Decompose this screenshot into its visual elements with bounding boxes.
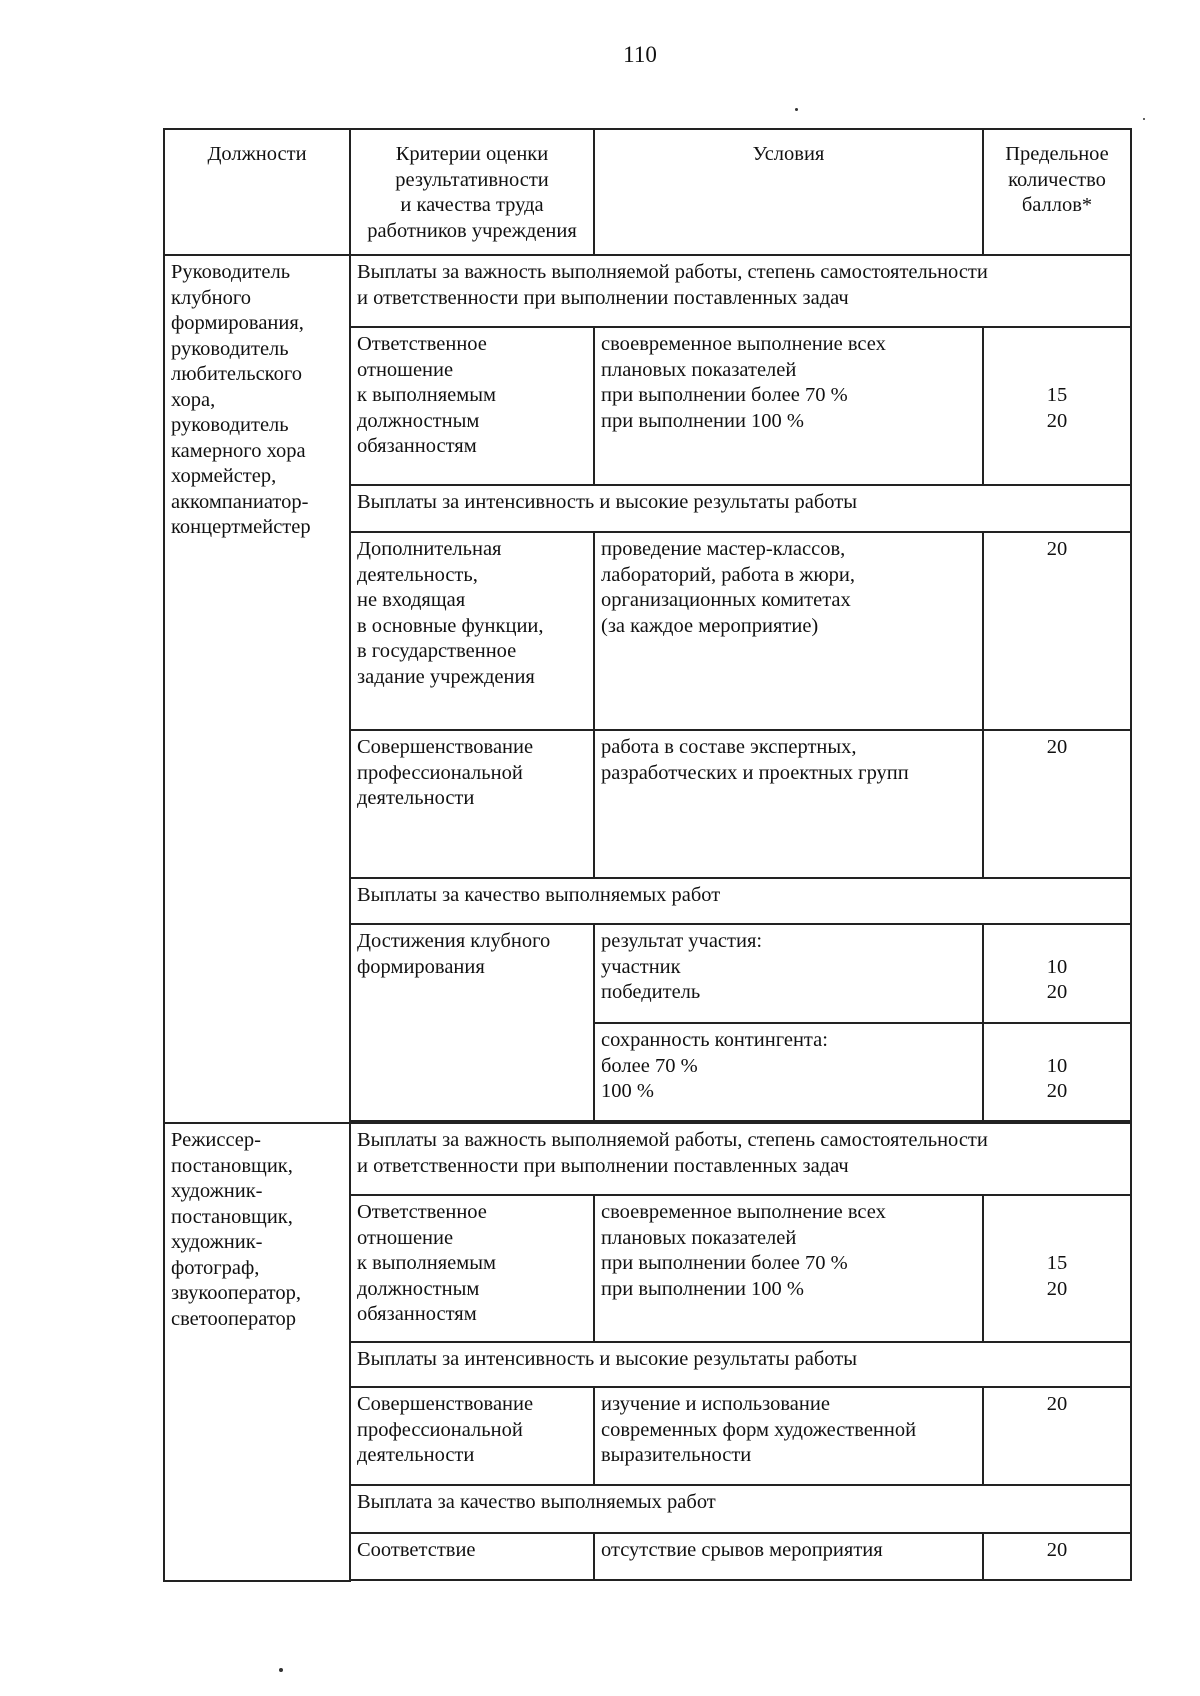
condition-cell: работа в составе экспертных, разработческих и проектных групп <box>594 730 983 878</box>
condition-cell: проведение мастер-классов, лабораторий, работа в жюри, организационных комитетах (за каждое мероприятие) <box>594 532 983 730</box>
points-cell <box>983 924 1131 1023</box>
page-number: 110 <box>623 42 657 67</box>
header-conditions: Условия <box>594 129 983 255</box>
points-value: 15 <box>1046 1252 1068 1274</box>
header-positions: Должности <box>164 129 350 255</box>
condition-cell: своевременное выполнение всех плановых показателей при выполнении более 70 % при выполнении 100 % <box>594 1195 983 1342</box>
points-cell: 20 <box>983 1387 1131 1485</box>
condition-cell: отсутствие срывов мероприятия <box>594 1533 983 1580</box>
points-value: 20 <box>1046 409 1068 432</box>
section-intensity: Выплаты за интенсивность и высокие результаты работы <box>350 1342 1131 1387</box>
points-cell <box>983 1195 1131 1342</box>
criterion-cell: Совершенствование профессиональной деятельности <box>350 1387 594 1485</box>
points-cell: 20 <box>983 532 1131 730</box>
points-cell <box>983 327 1131 485</box>
points-value: 20 <box>1046 1080 1068 1102</box>
criterion-cell: Соответствие <box>350 1533 594 1580</box>
points-cell: 20 <box>983 730 1131 878</box>
scan-speck <box>1143 118 1145 120</box>
header-criteria: Критерии оценки результативности и качества труда работников учреждения <box>350 129 594 255</box>
section-quality: Выплата за качество выполняемых работ <box>350 1485 1131 1533</box>
points-value: 10 <box>1046 1054 1068 1077</box>
scan-speck <box>279 1668 283 1672</box>
points-cell <box>983 1023 1131 1121</box>
points-value: 10 <box>1046 955 1068 978</box>
criterion-cell: Достижения клубного формирования <box>350 924 594 1121</box>
condition-cell: своевременное выполнение всех плановых показателей при выполнении более 70 % при выполнении 100 % <box>594 327 983 485</box>
section-quality: Выплаты за качество выполняемых работ <box>350 878 1131 924</box>
condition-cell: результат участия: участник победитель <box>594 924 983 1023</box>
section-importance: Выплаты за важность выполняемой работы, степень самостоятельности и ответственности при выполнении поставленных задач <box>350 1123 1131 1195</box>
criterion-cell: Совершенствование профессиональной деятельности <box>350 730 594 878</box>
positions-group-2: Режиссер- постановщик, художник- постановщик, художник- фотограф, звукооператор, светооператор <box>164 1123 350 1581</box>
section-importance: Выплаты за важность выполняемой работы, степень самостоятельности и ответственности при выполнении поставленных задач <box>350 255 1131 327</box>
section-intensity: Выплаты за интенсивность и высокие результаты работы <box>350 485 1131 532</box>
points-value: 20 <box>1046 1277 1068 1300</box>
header-max-points: Предельное количество баллов* <box>983 129 1131 255</box>
positions-group-1: Руководитель клубного формирования, руководитель любительского хора, руководитель камерного хора хормейстер, аккомпаниатор- концертмейстер <box>164 255 350 1123</box>
points-value: 20 <box>1046 981 1068 1003</box>
points-cell: 20 <box>983 1533 1131 1580</box>
criteria-table <box>163 128 1132 1582</box>
condition-cell: сохранность контингента: более 70 % 100 % <box>594 1023 983 1121</box>
criterion-cell: Дополнительная деятельность, не входящая в основные функции, в государственное задание учреждения <box>350 532 594 730</box>
section-row <box>164 255 1131 327</box>
header-row <box>164 129 1131 255</box>
scan-speck <box>795 108 798 111</box>
section-row <box>164 1123 1131 1195</box>
points-value: 15 <box>1046 384 1068 406</box>
criterion-cell: Ответственное отношение к выполняемым должностным обязанностям <box>350 1195 594 1342</box>
condition-cell: изучение и использование современных форм художественной выразительности <box>594 1387 983 1485</box>
criterion-cell: Ответственное отношение к выполняемым должностным обязанностям <box>350 327 594 485</box>
